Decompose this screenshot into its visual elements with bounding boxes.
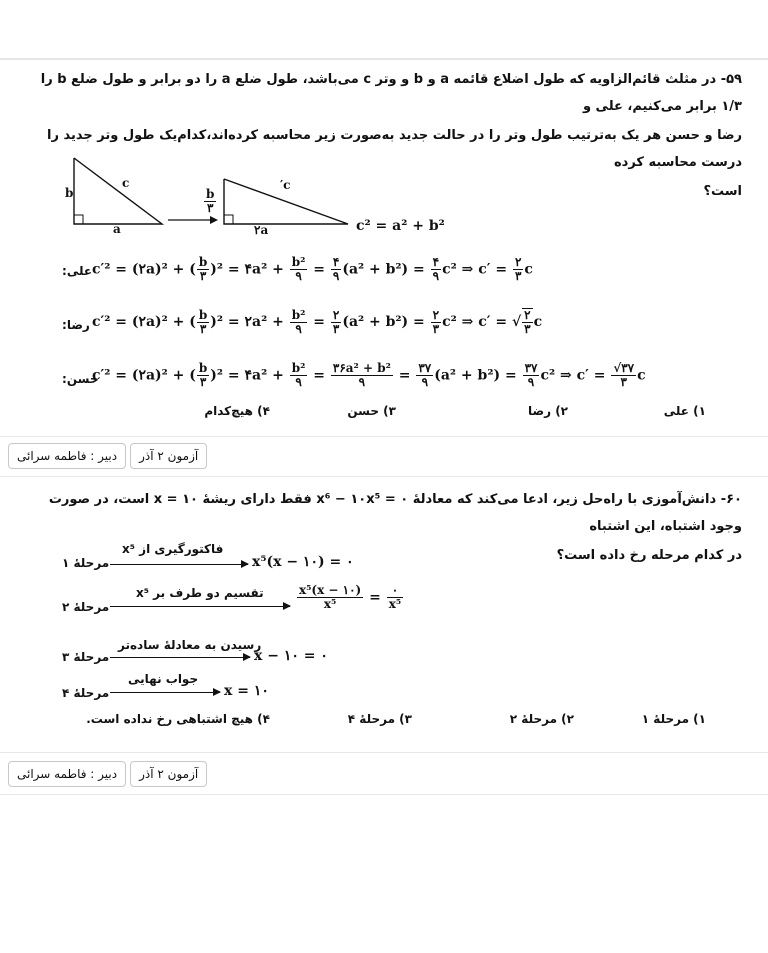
q59-option-3[interactable]: ۳) حسن (347, 404, 396, 418)
meta-bar (8, 440, 207, 472)
exam-tag[interactable]: آزمون ۲ آذر (130, 761, 207, 787)
q59-line2: رضا و حسن هر یک به‌ترتیب طول وتر را در حالت جدید به‌صورت زیر محاسبه کرده‌اند،کدام‌یک طول وتر جدید را درست محاسبه کرده (47, 128, 742, 170)
q59-option-1[interactable]: ۱) علی (663, 404, 706, 418)
divider (0, 752, 768, 753)
step4-result: x = ۱۰ (224, 683, 269, 699)
meta-bar (8, 758, 207, 790)
q59-line1: ۵۹- در مثلث قائم‌الزاویه که طول اضلاع قائمه a و b و وتر c می‌باشد، طول ضلع a را دو برابر و طول ضلع b را ۱/۳ برابر می‌کنیم، علی و (40, 72, 742, 114)
pythagoras-formula: c² = a² + b² (356, 218, 445, 234)
ali-formula: c′² = (۲a)² + ( $\frac{b}{۳}$ )² = ۴a² + $\frac{\text{b²}}{۹}$ = $\frac{۴}{۹}$ (a² + b²) = $\frac{۴}{۹}$ c² ⇒ c′ = $\frac{۲}{۳}$ c (92, 255, 533, 283)
q60-option-4[interactable]: ۴) هیچ اشتباهی رخ نداده است. (86, 712, 270, 726)
step2-result: $\frac{\text{x⁵(x − ۱۰)}}{\text{x⁵}}$ = $\frac{۰}{\text{x⁵}}$ (299, 583, 402, 611)
step2-above: تقسیم دو طرف بر x⁵ (136, 586, 264, 600)
teacher-tag[interactable]: دبیر : فاطمه سرائی (8, 443, 126, 469)
step1-label: مرحلهٔ ۱ (62, 556, 110, 570)
hasan-label: حسن: (62, 372, 99, 386)
divider (0, 794, 768, 795)
step4-above: جواب نهایی (128, 672, 199, 686)
q60-option-1[interactable]: ۱) مرحلهٔ ۱ (641, 712, 706, 726)
fig-label-c: c (122, 176, 130, 190)
q59-option-2[interactable]: ۲) رضا (528, 404, 568, 418)
step2-label: مرحلهٔ ۲ (62, 600, 110, 614)
step3-label: مرحلهٔ ۳ (62, 650, 110, 664)
fig-label-c-prime: c′ (280, 178, 291, 192)
step3-arrow (110, 657, 250, 658)
step1-arrow (110, 564, 248, 565)
step1-result: x⁵(x − ۱۰) = ۰ (252, 554, 354, 570)
right-angle-mark (74, 215, 83, 224)
triangle-original (74, 158, 162, 224)
step3-above: رسیدن به معادلهٔ ساده‌تر (118, 638, 262, 652)
q60-option-2[interactable]: ۲) مرحلهٔ ۲ (509, 712, 574, 726)
hasan-formula: c′² = (۲a)² + ( $\frac{b}{۳}$ )² = ۴a² + $\frac{\text{b²}}{۹}$ = $\frac{\text{۳۶a² + b²}}{۹}$ = $\frac{۳۷}{۹}$ (a² + b²) = $\frac{۳۷}{۹}$ c² ⇒ c′ = $\frac{√۳۷}{۳}$ c (92, 361, 646, 389)
question-60-text (30, 486, 742, 569)
ali-label: علی: (62, 264, 93, 278)
step2-arrow (110, 606, 290, 607)
exam-tag[interactable]: آزمون ۲ آذر (130, 443, 207, 469)
q60-line2: در کدام مرحله رخ داده است؟ (556, 548, 742, 563)
reza-formula: c′² = (۲a)² + ( $\frac{b}{۳}$ )² = ۲a² + $\frac{\text{b²}}{۹}$ = $\frac{۲}{۳}$ (a² + b²) = $\frac{۲}{۳}$ c² ⇒ c′ = √ $\frac{۲}{۳}$ c (92, 307, 543, 336)
right-angle-mark-new (224, 215, 233, 224)
fig-label-b: b (65, 186, 74, 200)
fig-label-b-third: b ۳ (206, 187, 215, 215)
reza-label: رضا: (62, 318, 90, 332)
divider (0, 476, 768, 477)
q59-line3: است؟ (703, 184, 742, 199)
q59-option-4[interactable]: ۴) هیچ‌کدام (204, 404, 270, 418)
top-divider (0, 58, 768, 60)
teacher-tag[interactable]: دبیر : فاطمه سرائی (8, 761, 126, 787)
divider (0, 436, 768, 437)
fig-label-2a: ۲a (254, 223, 269, 237)
fig-label-a: a (113, 222, 121, 236)
q60-option-3[interactable]: ۳) مرحلهٔ ۴ (347, 712, 412, 726)
step4-label: مرحلهٔ ۴ (62, 686, 110, 700)
step1-above: فاکتورگیری از x⁵ (122, 542, 224, 556)
step4-arrow (110, 692, 220, 693)
q60-line1: ۶۰- دانش‌آموزی با راه‌حل زیر، ادعا می‌کند که معادلهٔ x⁶ − ۱۰x⁵ = ۰ فقط دارای ریشهٔ x = ۱۰ است، در صورت وجود اشتباه، این اشتباه (48, 492, 742, 534)
step3-result: x − ۱۰ = ۰ (254, 648, 328, 664)
